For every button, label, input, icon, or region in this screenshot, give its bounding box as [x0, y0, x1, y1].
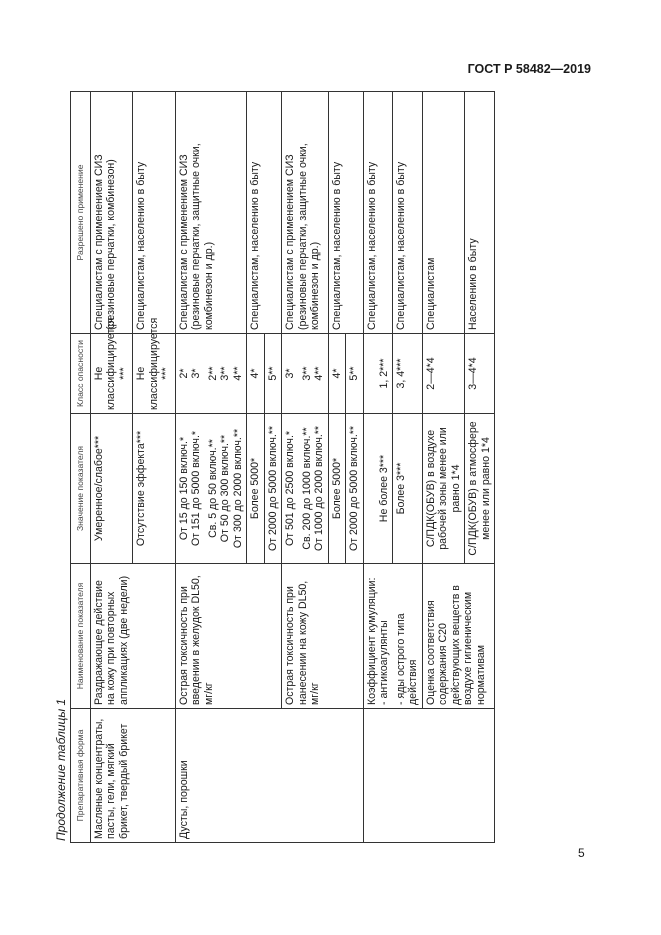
table-caption: Продолжение таблицы 1: [54, 698, 68, 841]
value-text: 3**: [219, 366, 231, 381]
page-number: 5: [578, 846, 585, 860]
table-cell: [422, 709, 495, 843]
table-cell: Оценка соответствия содержания C20 действующих веществ в воздухе гигиеническим нормативам: [422, 564, 495, 709]
value-text: 4**: [313, 366, 325, 381]
table-cell: От 501 до 2500 включ.*: [282, 414, 299, 564]
table-cell: [393, 709, 423, 843]
table-cell: [299, 414, 329, 564]
table-cell: [299, 334, 329, 414]
table-cell: [363, 564, 393, 709]
table-cell: Специалистам с применением СИЗ (резиновые перчатки, защитные очки, комбинезон и др.): [175, 92, 247, 334]
table-cell: Не более 3***: [363, 414, 393, 564]
value-text: От 15 до 150 включ.*: [177, 436, 190, 541]
table-cell: Специалистам, населению в быту: [393, 92, 423, 334]
table-cell: Не классифицируется ***: [90, 334, 133, 414]
col-header: Наименование показателя: [71, 564, 91, 709]
value-text: От 151 до 5000 включ.*: [190, 430, 202, 547]
value-text: 3*: [190, 368, 202, 379]
table-cell: Острая токсичность при нанесении на кожу DL50, мг/кг: [282, 564, 364, 709]
table-cell: Умеренное/слабое***: [90, 414, 133, 564]
table-cell: Специалистам: [422, 92, 465, 334]
table-row: [175, 92, 205, 843]
value-text: 2*: [177, 368, 190, 379]
table-header-row: [71, 92, 91, 843]
table-cell: 3, 4***: [393, 334, 423, 414]
hazard-table: [70, 91, 495, 843]
table-cell: Специалистам с применением СИЗ (резиновые перчатки, защитные очки, комбинезон и др.): [282, 92, 329, 334]
value-text: Коэффициент кумуляции:: [365, 577, 378, 705]
col-header: Класс опасности: [71, 334, 91, 414]
table-cell: Дусты, порошки: [175, 709, 363, 843]
value-text: От 50 до 300 включ.**: [219, 434, 231, 543]
table-cell: 4*: [328, 334, 346, 414]
table-cell: 3*: [282, 334, 299, 414]
table-cell: [175, 334, 205, 414]
value-text: От 300 до 2000 включ.**: [231, 428, 244, 549]
value-text: Св. 5 до 50 включ.**: [206, 439, 219, 538]
table-cell: С/ПДК(ОБУВ) в воздухе рабочей зоны менее или равно 1*4: [422, 414, 465, 564]
value-text: 3**: [300, 366, 313, 381]
table-cell: Специалистам с применением СИЗ (резиновые перчатки, комбинезон): [90, 92, 133, 334]
value-text: Св. 200 до 1000 включ.**: [300, 427, 313, 550]
table-cell: Более 3***: [393, 414, 423, 564]
table-cell: Более 5000*: [328, 414, 346, 564]
table-cell: С/ПДК(ОБУВ) в атмосфере менее или равно 1*4: [465, 414, 495, 564]
table-cell: Отсутствие эффекта***: [133, 414, 176, 564]
table-cell: 1, 2***: [363, 334, 393, 414]
value-text: - антикоагулянты: [378, 620, 390, 705]
standard-number: ГОСТ Р 58482—2019: [467, 62, 591, 76]
table-cell: Острая токсичность при введении в желудок DL50, мг/кг: [175, 564, 282, 709]
table-cell: Специалистам, населению в быту: [133, 92, 176, 334]
table-row: [363, 92, 393, 843]
table-cell: 3—4*4: [465, 334, 495, 414]
table-cell: Населению в быту: [465, 92, 495, 334]
table-cell: От 2000 до 5000 включ.**: [264, 414, 282, 564]
table-cell: 2—4*4: [422, 334, 465, 414]
table-row: [393, 92, 423, 843]
value-text: 2**: [206, 366, 219, 381]
table-cell: [205, 414, 247, 564]
table-row: [90, 92, 133, 843]
table-cell: 4*: [247, 334, 265, 414]
table-cell: - яды острого типа действия: [393, 564, 423, 709]
col-header: Значение показателя: [71, 414, 91, 564]
table-cell: [205, 334, 247, 414]
table-cell: От 2000 до 5000 включ.**: [346, 414, 364, 564]
value-text: От 1000 до 2000 включ.**: [313, 425, 325, 552]
table-cell: 5**: [264, 334, 282, 414]
table-row: [422, 92, 465, 843]
value-text: 4**: [231, 366, 244, 381]
table-cell: 5**: [346, 334, 364, 414]
table-cell: Не классифицируется ***: [133, 334, 176, 414]
table-cell: Специалистам, населению в быту: [247, 92, 282, 334]
table-cell: Специалистам, населению в быту: [328, 92, 363, 334]
table-cell: Более 5000*: [247, 414, 265, 564]
col-header: Разрешено применение: [71, 92, 91, 334]
table-cell: [175, 414, 205, 564]
table-cell: Специалистам, населению в быту: [363, 92, 393, 334]
table-cell: [363, 709, 393, 843]
col-header: Препаративная форма: [71, 709, 91, 843]
table-cell: Раздражающее действие на кожу при повторных аппликациях (две недели): [90, 564, 175, 709]
table-cell: Масляные концентраты, пасты, гели, мягкий брикет, твердый брикет: [90, 709, 175, 843]
rotated-table-container: [54, 92, 492, 843]
